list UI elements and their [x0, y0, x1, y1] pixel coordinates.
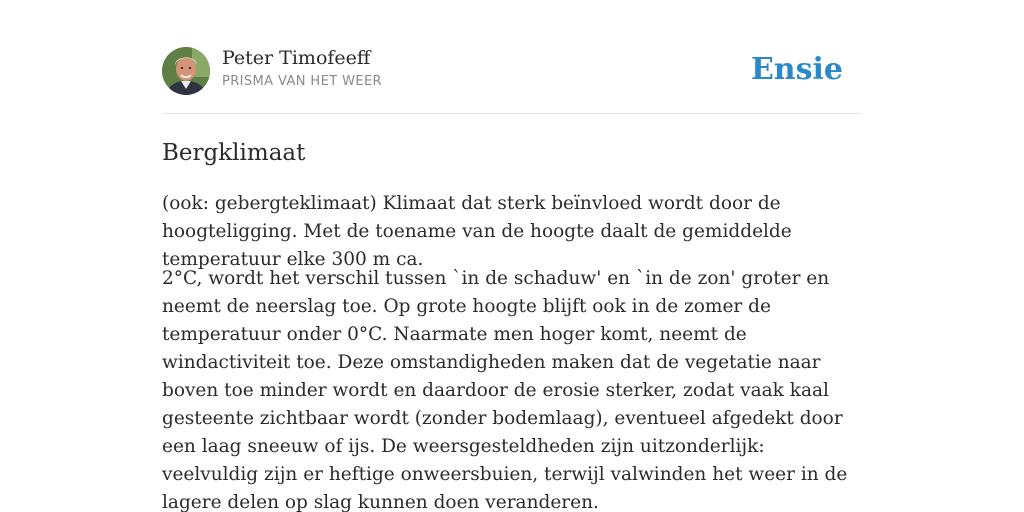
- header-divider: [162, 113, 862, 114]
- author-name[interactable]: Peter Timofeeff: [222, 47, 371, 69]
- brand-logo[interactable]: Ensie: [750, 52, 843, 87]
- author-header: [162, 46, 862, 96]
- author-subtitle[interactable]: PRISMA VAN HET WEER: [222, 74, 382, 89]
- article-paragraph-2: 2°C, wordt het verschil tussen `in de schaduw' en `in de zon' groter en neemt de neerslag toe. Op grote hoogte blijft ook in de zomer de temperatuur onder 0°C. Naarmate men hoger komt, neemt de windactiviteit toe. Deze omstandigheden maken dat de vegetatie naar boven toe minder wordt en daardoor de erosie sterker, zodat vaak kaal gesteente zichtbaar wordt (zonder bodemlaag), eventueel afgedekt door een laag sneeuw of ijs. De weersgesteldheden zijn uitzonderlijk: veelvuldig zijn er heftige onweersbuien, terwijl valwinden het weer in de lagere delen op slag kunnen doen veranderen.: [162, 268, 848, 512]
- author-avatar[interactable]: [162, 47, 210, 95]
- avatar-photo-icon: [162, 47, 210, 95]
- article-title: Bergklimaat: [162, 140, 306, 166]
- article-paragraph-1: (ook: gebergteklimaat) Klimaat dat sterk beïnvloed wordt door de hoogteligging. Met de toename van de hoogte daalt de gemiddelde temperatuur elke 300 m ca.: [162, 193, 792, 270]
